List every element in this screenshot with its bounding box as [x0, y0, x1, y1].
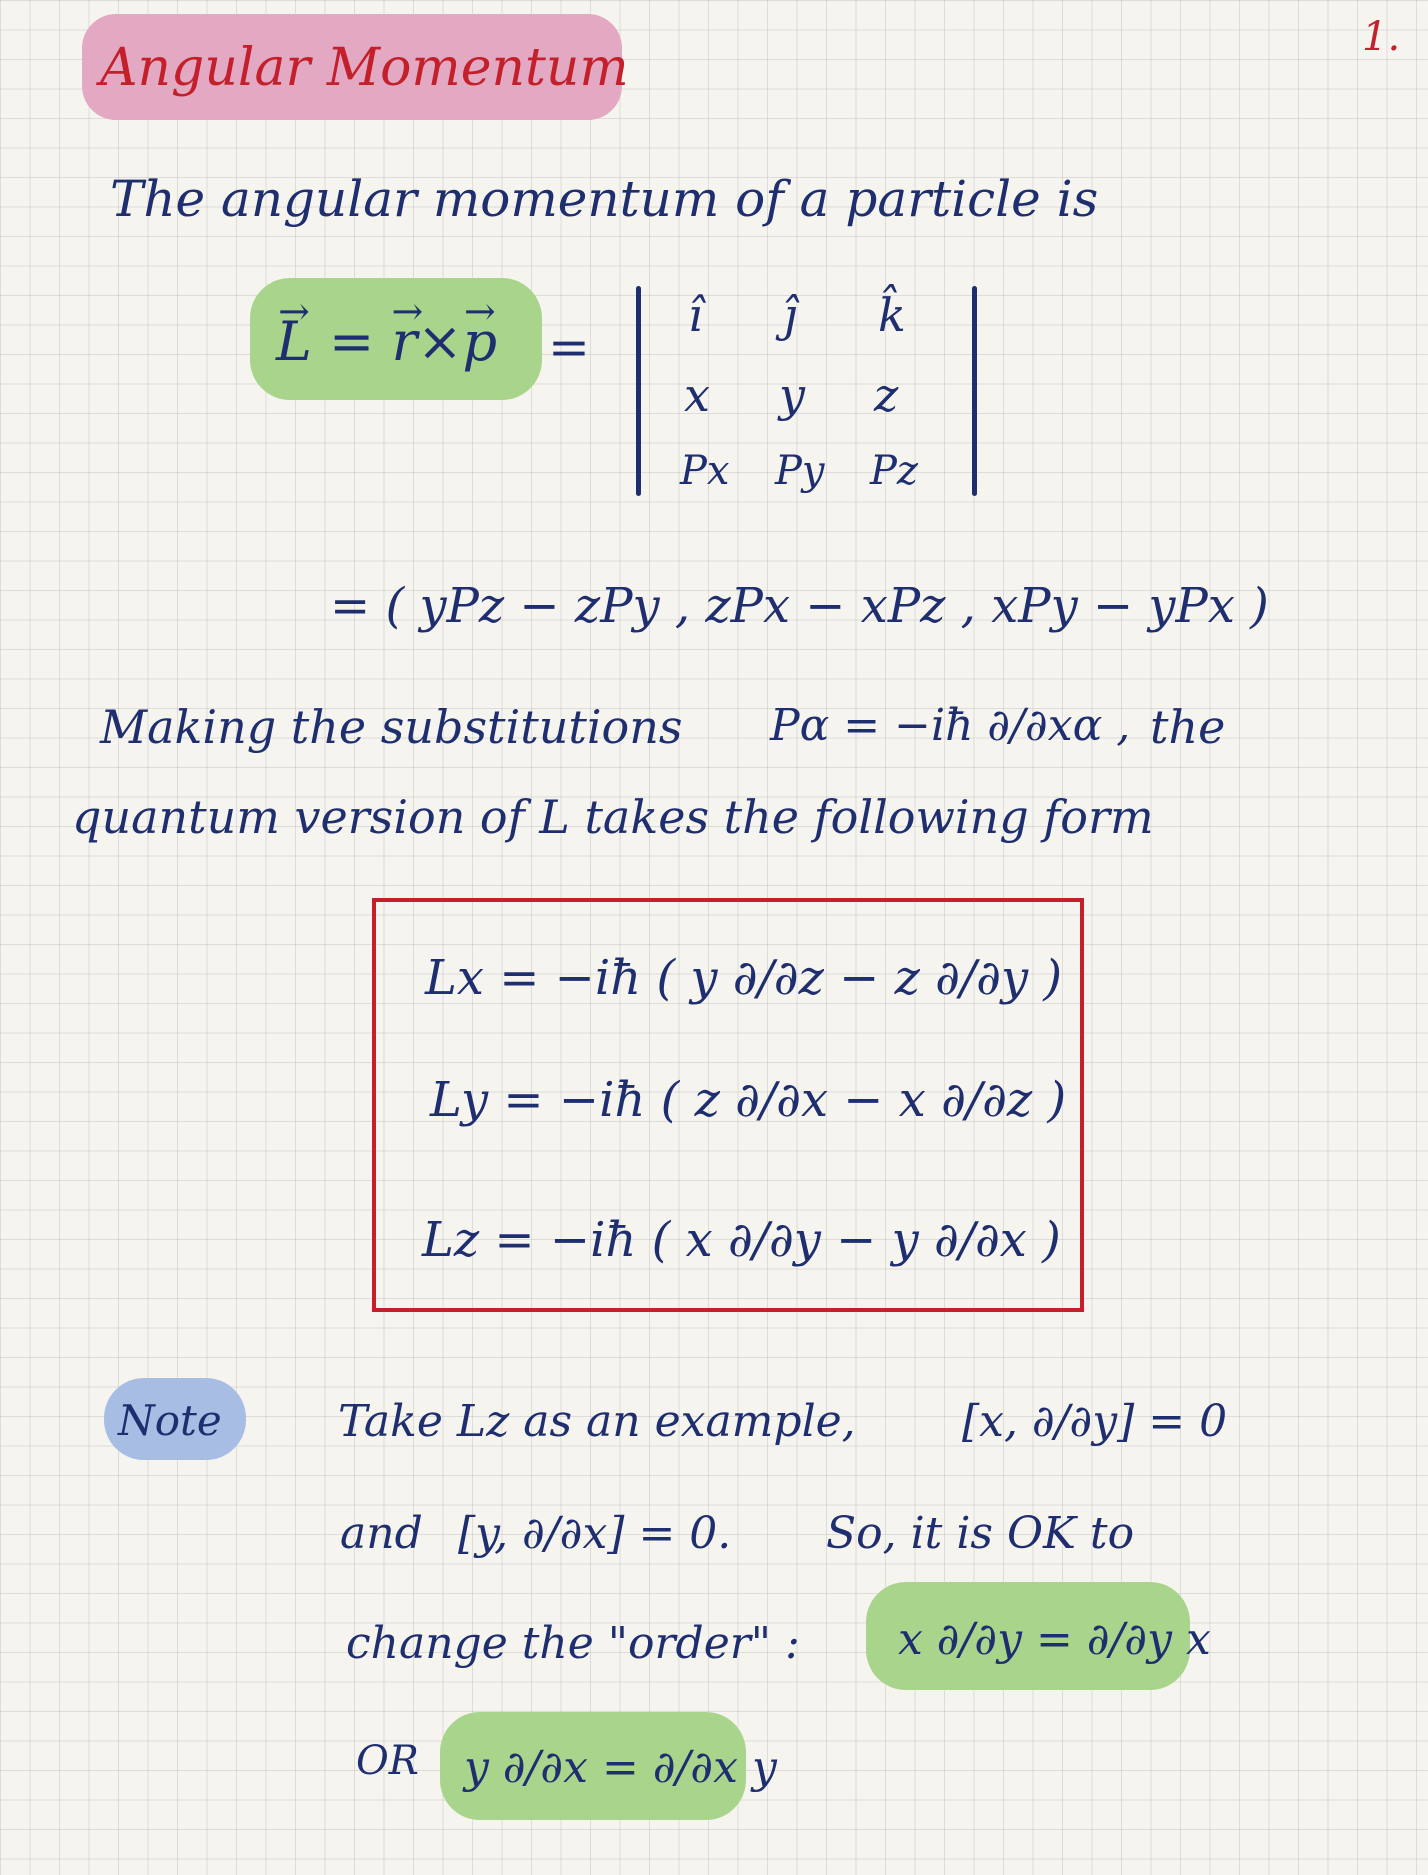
cross-sign: ×	[417, 310, 463, 373]
Lz-equation: Lz = −iħ ( x ∂/∂y − y ∂/∂x )	[422, 1212, 1061, 1268]
eq-sign-2: =	[548, 318, 590, 376]
det-right-bar	[972, 286, 977, 496]
r-vector: → r	[391, 310, 417, 373]
det-pz: Pz	[870, 448, 918, 494]
note-line2-formula: [y, ∂/∂x] = 0.	[458, 1508, 732, 1559]
note-line1-formula: [x, ∂/∂y] = 0	[962, 1396, 1228, 1447]
det-py: Py	[775, 448, 825, 494]
det-k: k̂	[878, 288, 906, 342]
note-line3-text: change the "order" :	[346, 1618, 800, 1669]
Ly-equation: Ly = −iħ ( z ∂/∂x − x ∂/∂z )	[430, 1072, 1067, 1128]
det-x: x	[684, 368, 710, 422]
note-label: Note	[118, 1396, 222, 1445]
det-row1	[688, 288, 906, 342]
det-row3	[680, 448, 918, 494]
note-line2-text: and	[340, 1508, 423, 1559]
det-px: Px	[680, 448, 730, 494]
note-line3-formula: x ∂/∂y = ∂/∂y x	[898, 1614, 1211, 1665]
det-left-bar	[636, 286, 641, 496]
det-y: y	[779, 368, 805, 422]
note-line2-end: So, it is OK to	[826, 1508, 1135, 1559]
note-line1-text: Take Lz as an example,	[338, 1396, 856, 1447]
components-line: = ( yPz − zPy , zPx − xPz , xPy − yPx )	[330, 578, 1269, 634]
det-j: ĵ	[783, 288, 798, 342]
eq-sign: =	[329, 310, 375, 373]
det-row2	[684, 368, 898, 422]
page-number: 1.	[1362, 14, 1401, 60]
substitution-end: the	[1150, 700, 1226, 754]
vector-equation	[276, 310, 497, 373]
det-i: î	[688, 288, 703, 342]
L-vector: → L	[276, 310, 312, 373]
substitution-formula: Pα = −iħ ∂/∂xα ,	[770, 700, 1131, 751]
page-title: Angular Momentum	[100, 38, 629, 98]
Lx-equation: Lx = −iħ ( y ∂/∂z − z ∂/∂y )	[425, 950, 1063, 1006]
det-z: z	[874, 368, 899, 422]
p-vector: → p	[463, 310, 498, 373]
substitution-text: Making the substitutions	[100, 700, 683, 754]
intro-text: The angular momentum of a particle is	[110, 170, 1099, 228]
note-line4-formula: y ∂/∂x = ∂/∂x y	[464, 1742, 777, 1793]
note-or: OR	[356, 1738, 419, 1784]
quantum-version-text: quantum version of L takes the following form	[72, 790, 1154, 844]
